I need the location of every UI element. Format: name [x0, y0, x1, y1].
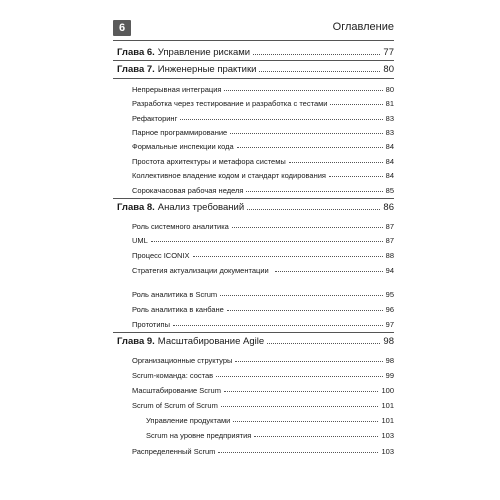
toc-section[interactable]: Коллективное владение кодом и стандарт кодирования 84 [132, 171, 394, 180]
toc-chapter[interactable]: Глава 8. Анализ требований 86 [117, 202, 394, 213]
toc-section[interactable]: Прототипы 97 [132, 320, 394, 329]
toc-section[interactable]: Масштабирование Scrum 100 [132, 386, 394, 395]
header-rule [113, 40, 394, 41]
toc-section[interactable]: Разработка через тестирование и разработка с тестами 81 [132, 99, 394, 108]
toc-chapter[interactable]: Глава 6. Управление рисками 77 [117, 47, 394, 58]
running-header [113, 20, 394, 38]
toc-section[interactable]: Формальные инспекции кода 84 [132, 142, 394, 151]
toc-section[interactable]: Процесс ICONIX 88 [132, 251, 394, 260]
toc-subsection[interactable]: Scrum на уровне предприятия 103 [146, 431, 394, 440]
toc-section[interactable]: Организационные структуры 98 [132, 356, 394, 365]
toc-section[interactable]: Простота архитектуры и метафора системы 84 [132, 157, 394, 166]
chapter-divider [113, 78, 394, 79]
toc-section[interactable]: Scrum of Scrum of Scrum 101 [132, 401, 394, 410]
chapter-divider [113, 332, 394, 333]
toc-subsection[interactable]: Управление продуктами 101 [146, 416, 394, 425]
toc-section[interactable]: Сорокачасовая рабочая неделя 85 [132, 186, 394, 195]
toc-chapter[interactable]: Глава 7. Инженерные практики 80 [117, 64, 394, 75]
toc-section[interactable]: UML 87 [132, 236, 394, 245]
toc-section[interactable]: Роль аналитика в канбане 96 [132, 305, 394, 314]
toc-chapter[interactable]: Глава 9. Масштабирование Agile 98 [117, 336, 394, 347]
page-number-badge: 6 [113, 20, 131, 36]
toc-section[interactable]: Scrum-команда: состав 99 [132, 371, 394, 380]
toc-section[interactable]: Роль аналитика в Scrum 95 [132, 290, 394, 299]
chapter-divider [113, 198, 394, 199]
header-title: Оглавление [332, 21, 394, 33]
toc-section[interactable]: Парное программирование 83 [132, 128, 394, 137]
toc-section[interactable]: Рефакторинг 83 [132, 114, 394, 123]
toc-section[interactable]: Непрерывная интеграция 80 [132, 85, 394, 94]
toc-section[interactable]: Стратегия актуализации документации 94 [132, 266, 394, 275]
toc-section[interactable]: Распределенный Scrum 103 [132, 447, 394, 456]
toc-section[interactable]: Роль системного аналитика 87 [132, 222, 394, 231]
chapter-divider [113, 60, 394, 61]
